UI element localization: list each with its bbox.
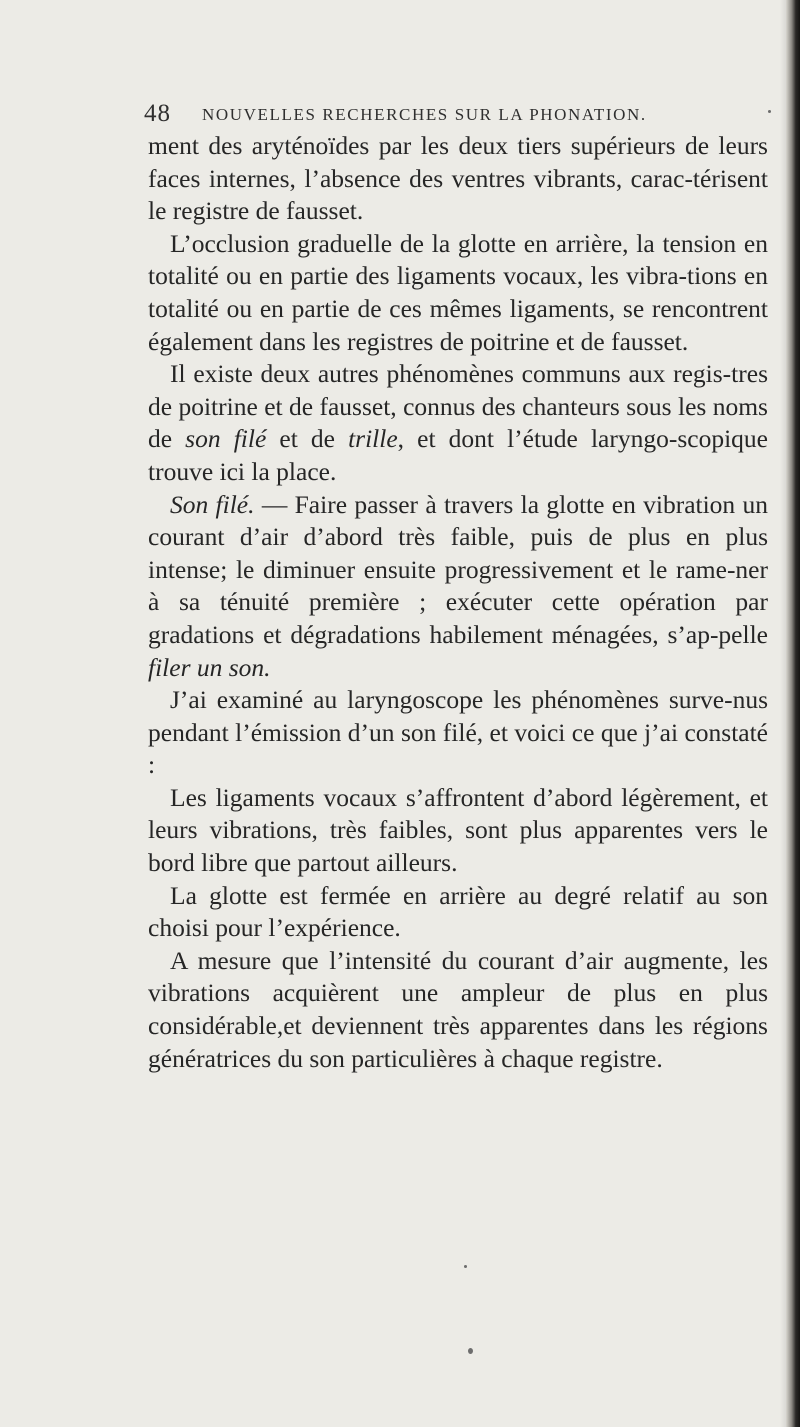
page-header xyxy=(144,100,764,130)
italic-phrase: trille xyxy=(348,424,398,454)
paragraph xyxy=(148,228,768,358)
italic-phrase: son filé xyxy=(185,424,267,454)
paragraph xyxy=(148,130,768,228)
paragraph xyxy=(148,358,768,488)
text-run: , et dont l’étude laryngo-scopique trouve ici la place. xyxy=(148,424,768,486)
text-run: A mesure que l’intensité du courant d’air augmente, les vibrations acquièrent une ampleur de plus en plus considérable,et deviennent très apparentes dans les régions génératrices du son particulières à chaque registre. xyxy=(148,945,768,1073)
paragraph xyxy=(148,489,768,685)
paragraph xyxy=(148,684,768,782)
paragraph xyxy=(148,945,768,1075)
paper-speck xyxy=(464,1265,467,1268)
page-edge xyxy=(786,0,800,1427)
paragraph xyxy=(148,880,768,945)
text-run: J’ai examiné au laryngoscope les phénomènes surve-nus pendant l’émission d’un son filé, et voici ce que j’ai constaté : xyxy=(148,685,768,780)
text-run: L’occlusion graduelle de la glotte en arrière, la tension en totalité ou en partie des ligaments vocaux, les vibra-tions en totalité ou en partie de ces mêmes ligaments, se rencontrent également dans les registres de poitrine et de fausset. xyxy=(148,228,768,356)
text-run: — Faire passer à travers la glotte en vibration un courant d’air d’abord très faible, puis de plus en plus intense; le diminuer ensuite progressivement et le rame-ner à sa ténuité première ; exécuter cette opération par gradations et dégradations habilement ménagées, s’ap-pelle xyxy=(148,489,768,649)
text-run: Les ligaments vocaux s’affrontent d’abord légèrement, et leurs vibrations, très faibles, sont plus apparentes vers le bord libre que partout ailleurs. xyxy=(148,782,768,878)
text-run: La glotte est fermée en arrière au degré relatif au son choisi pour l’expérience. xyxy=(148,880,768,943)
text-run: ment des aryténoïdes par les deux tiers supérieurs de leurs faces internes, l’absence des ventres vibrants, carac-térisent le registre de fausset. xyxy=(148,131,768,226)
running-head: NOUVELLES RECHERCHES SUR LA PHONATION. xyxy=(202,105,647,124)
paragraph xyxy=(148,782,768,880)
italic-phrase: filer un son. xyxy=(148,652,271,682)
page-number: 48 xyxy=(144,100,171,127)
text-run: Il existe deux autres phénomènes communs aux regis-tres de poitrine et de fausset, connus des chanteurs sous les noms de xyxy=(148,359,768,454)
paper-speck xyxy=(768,110,771,113)
body-text xyxy=(148,130,768,1075)
paper-speck xyxy=(468,1348,473,1354)
text-run: et de xyxy=(266,424,349,454)
italic-phrase: Son filé. xyxy=(170,489,255,519)
